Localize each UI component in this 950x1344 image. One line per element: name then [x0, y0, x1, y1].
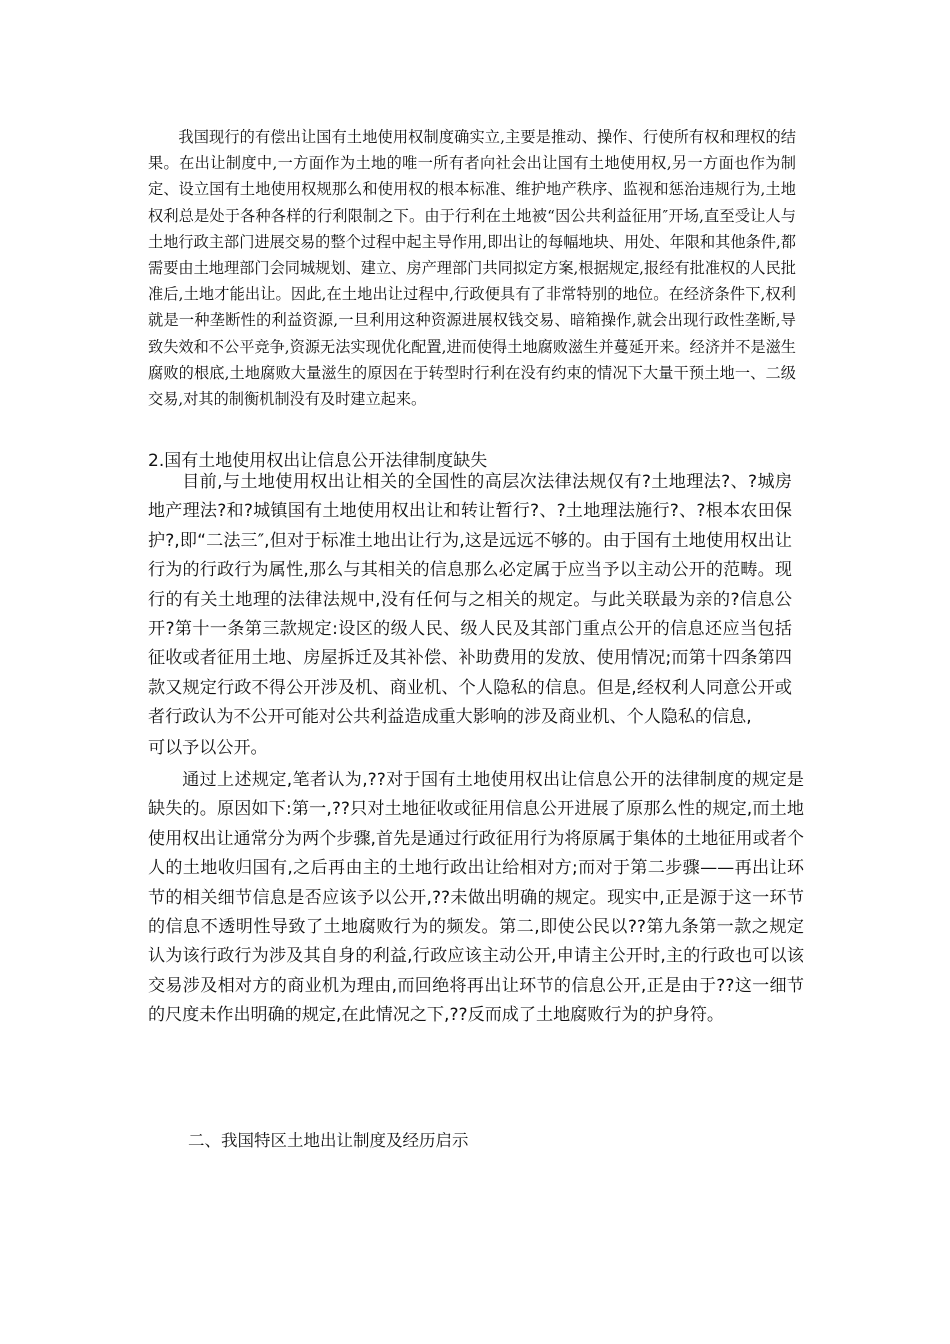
- body-paragraph-2-end: 可以予以公开。: [148, 738, 268, 758]
- section-heading-2: 2.国有土地使用权出让信息公开法律制度缺失: [148, 451, 488, 471]
- chapter-heading-2: 二、我国特区土地出让制度及经历启示: [188, 1131, 469, 1150]
- body-paragraph-3: 通过上述规定,笔者认为,??对于国有土地使用权出让信息公开的法律制度的规定是缺失的。原因如下:第一,??只对土地征收或征用信息公开进展了原那么性的规定,而土地使用权出让通常分为两个步骤,首先是通过行政征用行为将原属于集体的土地征用或者个人的土地收归国有,之后再由主的土地行政出让给相对方;而对于第二步骤——再出让环节的相关细节信息是否应该予以公开,??未做出明确的规定。现实中,正是源于这一环节的信息不透明性导致了土地腐败行为的频发。第二,即使公民以??第九条第一款之规定认为该行政行为涉及其自身的利益,行政应该主动公开,申请主公开时,主的行政也可以该交易涉及相对方的商业机为理由,而回绝将再出让环节的信息公开,正是由于??这一细节的尺度未作出明确的规定,在此情况之下,??反而成了土地腐败行为的护身符。: [148, 770, 804, 1026]
- body-paragraph-2: 目前,与土地使用权出让相关的全国性的高层次法律法规仅有?土地理法?、?城房地产理法?和?城镇国有土地使用权出让和转让暂行?、?土地理法施行?、?根本农田保护?,即“二法三″,但对于标准土地出让行为,这是远远不够的。由于国有土地使用权出让行为的行政行为属性,那么与其相关的信息那么必定属于应当予以主动公开的范畴。现行的有关土地理的法律法规中,没有任何与之相关的规定。与此关联最为亲的?信息公开?第十一条第三款规定:设区的级人民、级人民及其部门重点公开的信息还应当包括征收或者征用土地、房屋拆迁及其补偿、补助费用的发放、使用情况;而第十四条第四款又规定行政不得公开涉及机、商业机、个人隐私的信息。但是,经权利人同意公开或者行政认为不公开可能对公共利益造成重大影响的涉及商业机、个人隐私的信息,: [148, 472, 792, 728]
- body-paragraph-1: 我国现行的有偿出让国有土地使用权制度确实立,主要是推动、操作、行使所有权和理权的结果。在出让制度中,一方面作为土地的唯一所有者向社会出让国有土地使用权,另一方面也作为制定、设立国有土地使用权规那么和使用权的根本标准、维护地产秩序、监视和惩治违规行为,土地权利总是处于各种各样的行利限制之下。由于行利在土地被“因公共利益征用″开场,直至受让人与土地行政主部门进展交易的整个过程中起主导作用,即出让的每幅地块、用处、年限和其他条件,都需要由土地理部门会同城规划、建立、房产理部门共同拟定方案,根据规定,报经有批准权的人民批准后,土地才能出让。因此,在土地出让过程中,行政便具有了非常特别的地位。在经济条件下,权利就是一种垄断性的利益资源,一旦利用这种资源进展权钱交易、暗箱操作,就会出现行政性垄断,导致失效和不公平竞争,资源无法实现优化配置,进而使得土地腐败滋生并蔓延开来。经济并不是滋生腐败的根底,土地腐败大量滋生的原因在于转型时行利在没有约束的情况下大量干预土地一、二级交易,对其的制衡机制没有及时建立起来。: [148, 128, 796, 409]
